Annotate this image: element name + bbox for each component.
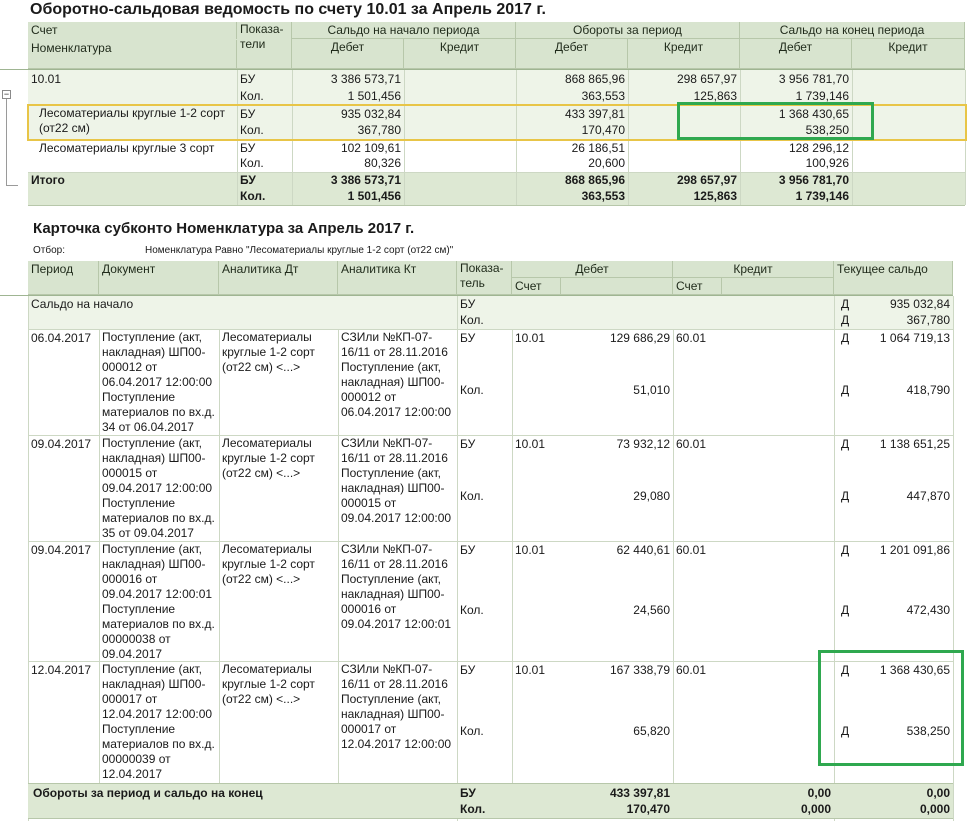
card-debit-sum: 129 686,29 <box>609 331 670 345</box>
osv-cell: 1 501,456 <box>347 89 401 103</box>
card-debit-qty: 29,080 <box>633 489 670 503</box>
osv-cell: 125,863 <box>693 189 737 203</box>
osv-header-nomenclature[interactable]: Номенклатура <box>28 40 237 69</box>
osv-cell: 20,600 <box>588 156 625 170</box>
card-total-balance: 0,00 <box>926 786 950 800</box>
card-indicator: БУ <box>460 331 476 345</box>
osv-cell: 538,250 <box>805 123 849 137</box>
osv-header-turnover-debit[interactable]: Дебет <box>516 39 628 69</box>
card-debit-qty: 51,010 <box>633 383 670 397</box>
osv-cell: 3 386 573,71 <box>330 72 401 86</box>
card-header-analytics-dt[interactable]: Аналитика Дт <box>219 261 338 295</box>
card-entry-period[interactable]: 09.04.2017 <box>31 437 92 451</box>
osv-cell: 367,780 <box>357 123 401 137</box>
card-balance-value: 447,870 <box>906 489 950 503</box>
card-opening-label: Сальдо на начало <box>31 297 134 311</box>
card-header-credit[interactable]: Кредит <box>673 261 834 278</box>
card-entry-analytics-kt[interactable]: СЗИли №КП-07-16/11 от 28.11.2016 Поступление (акт, накладная) ШП00-000015 от 09.04.2017 12:00:00 <box>341 436 452 525</box>
card-entry-analytics-kt[interactable]: СЗИли №КП-07-16/11 от 28.11.2016 Поступление (акт, накладная) ШП00-000017 от 12.04.2017 12:00:00 <box>341 662 452 751</box>
card-entry-document[interactable]: Поступление (акт, накладная) ШП00-000015 от 09.04.2017 12:00:00 Поступление материалов по вх.д. 35 от 09.04.2017 <box>102 436 215 540</box>
card-debit-account: 10.01 <box>515 437 546 451</box>
card-indicator: Кол. <box>460 724 484 738</box>
card-direction: Д <box>841 663 850 677</box>
card-indicator: БУ <box>460 786 476 800</box>
card-header-indicators[interactable]: Показа- тель <box>457 261 512 295</box>
card-title: Карточка субконто Номенклатура за Апрель 2017 г. <box>33 220 415 237</box>
osv-cell: 26 186,51 <box>571 141 625 155</box>
card-debit-sum: 73 932,12 <box>616 437 670 451</box>
card-debit-qty: 65,820 <box>633 724 670 738</box>
osv-header-indicators[interactable]: Показа- тели <box>237 22 292 69</box>
osv-indicator: Кол. <box>240 89 264 103</box>
card-indicator: БУ <box>460 437 476 451</box>
card-total-debit: 433 397,81 <box>609 786 670 800</box>
card-debit-account: 10.01 <box>515 543 546 557</box>
card-debit-qty: 24,560 <box>633 603 670 617</box>
card-total-credit: 0,00 <box>807 786 831 800</box>
card-entry-analytics-dt[interactable]: Лесоматериалы круглые 1-2 сорт (от22 см) <...> <box>222 330 315 374</box>
card-header-credit-sum <box>722 278 834 295</box>
osv-cell: 298 657,97 <box>676 72 737 86</box>
card-indicator: Кол. <box>460 383 484 397</box>
card-header-debit[interactable]: Дебет <box>512 261 673 278</box>
card-header-debit-account[interactable]: Счет <box>512 278 561 295</box>
card-indicator: Кол. <box>460 603 484 617</box>
osv-header-closing-credit[interactable]: Кредит <box>852 39 965 69</box>
card-debit-sum: 62 440,61 <box>616 543 670 557</box>
card-entry-analytics-dt[interactable]: Лесоматериалы круглые 1-2 сорт (от22 см) <...> <box>222 436 315 480</box>
filter-value: Номенклатура Равно "Лесоматериалы круглые 1-2 сорт (от22 см)" <box>145 245 454 256</box>
card-indicator: БУ <box>460 297 476 311</box>
report-title: Оборотно-сальдовая ведомость по счету 10.01 за Апрель 2017 г. <box>30 1 546 18</box>
osv-header-opening[interactable]: Сальдо на начало периода <box>292 22 516 39</box>
card-header-period[interactable]: Период <box>28 261 99 295</box>
filter-label: Отбор: <box>33 245 65 256</box>
card-header-analytics-kt[interactable]: Аналитика Кт <box>338 261 457 295</box>
card-debit-account: 10.01 <box>515 663 546 677</box>
card-entry-period[interactable]: 06.04.2017 <box>31 331 92 345</box>
card-credit-account: 60.01 <box>676 663 707 677</box>
card-balance-value: 935 032,84 <box>889 297 950 311</box>
card-direction: Д <box>841 724 850 738</box>
osv-cell: 868 865,96 <box>564 173 625 187</box>
card-credit-account: 60.01 <box>676 543 707 557</box>
card-entry-document[interactable]: Поступление (акт, накладная) ШП00-000017 от 12.04.2017 12:00:00 Поступление материалов по вх.д. 00000039 от 12.04.2017 <box>102 662 215 781</box>
osv-cell: 868 865,96 <box>564 72 625 86</box>
osv-header-closing-debit[interactable]: Дебет <box>740 39 852 69</box>
card-debit-account: 10.01 <box>515 331 546 345</box>
card-balance-value: 472,430 <box>906 603 950 617</box>
osv-cell: 80,326 <box>364 156 401 170</box>
card-balance-value: 1 064 719,13 <box>879 331 950 345</box>
osv-indicator: Кол. <box>240 189 266 203</box>
card-balance-value: 538,250 <box>906 724 950 738</box>
card-balance-value: 1 201 091,86 <box>879 543 950 557</box>
osv-total-label: Итого <box>31 173 65 187</box>
card-header-document[interactable]: Документ <box>99 261 219 295</box>
osv-indicator: БУ <box>240 173 256 187</box>
card-entry-document[interactable]: Поступление (акт, накладная) ШП00-000012 от 06.04.2017 12:00:00 Поступление материалов по вх.д. 34 от 06.04.2017 <box>102 330 215 434</box>
osv-cell: 1 368 430,65 <box>778 107 849 121</box>
card-credit-account: 60.01 <box>676 437 707 451</box>
osv-indicator: Кол. <box>240 156 264 170</box>
card-total-balance: 0,000 <box>919 802 950 816</box>
card-direction: Д <box>841 331 850 345</box>
osv-cell: 363,553 <box>581 89 625 103</box>
osv-row-name[interactable]: Лесоматериалы круглые 1-2 сорт (от22 см) <box>39 106 225 135</box>
osv-header-turnover-credit[interactable]: Кредит <box>628 39 740 69</box>
card-direction: Д <box>841 437 850 451</box>
card-direction: Д <box>841 543 850 557</box>
card-direction: Д <box>841 489 850 503</box>
card-entry-analytics-kt[interactable]: СЗИли №КП-07-16/11 от 28.11.2016 Поступление (акт, накладная) ШП00-000016 от 09.04.2017 12:00:01 <box>341 542 452 631</box>
osv-indicator: Кол. <box>240 123 264 137</box>
card-indicator: Кол. <box>460 489 484 503</box>
osv-cell: 3 956 781,70 <box>778 72 849 86</box>
osv-row-name[interactable]: Лесоматериалы круглые 3 сорт <box>39 141 215 155</box>
osv-header-closing[interactable]: Сальдо на конец периода <box>740 22 965 39</box>
card-entry-analytics-kt[interactable]: СЗИли №КП-07-16/11 от 28.11.2016 Поступление (акт, накладная) ШП00-000012 от 06.04.2017 12:00:00 <box>341 330 452 419</box>
card-direction: Д <box>841 297 850 311</box>
card-balance-value: 418,790 <box>906 383 950 397</box>
osv-cell: 170,470 <box>581 123 625 137</box>
osv-indicator: БУ <box>240 72 256 86</box>
osv-cell: 3 956 781,70 <box>778 173 849 187</box>
card-header-balance[interactable]: Текущее сальдо <box>834 261 953 295</box>
card-indicator: БУ <box>460 543 476 557</box>
collapse-icon[interactable]: − <box>3 89 10 99</box>
osv-cell: 1 739,146 <box>795 189 849 203</box>
card-indicator: Кол. <box>460 802 486 816</box>
osv-header-opening-debit[interactable]: Дебет <box>292 39 404 69</box>
osv-cell: 128 296,12 <box>788 141 849 155</box>
osv-row-name[interactable]: 10.01 <box>31 72 62 86</box>
card-entry-analytics-dt[interactable]: Лесоматериалы круглые 1-2 сорт (от22 см) <...> <box>222 542 315 586</box>
card-direction: Д <box>841 603 850 617</box>
osv-header-account[interactable]: Счет <box>28 22 237 39</box>
card-total-debit: 170,470 <box>626 802 670 816</box>
card-credit-account: 60.01 <box>676 331 707 345</box>
card-direction: Д <box>841 383 850 397</box>
card-entry-analytics-dt[interactable]: Лесоматериалы круглые 1-2 сорт (от22 см) <...> <box>222 662 315 706</box>
osv-cell: 433 397,81 <box>564 107 625 121</box>
card-balance-value: 1 138 651,25 <box>879 437 950 451</box>
card-debit-sum: 167 338,79 <box>609 663 670 677</box>
card-indicator: Кол. <box>460 313 484 327</box>
card-total-credit: 0,000 <box>800 802 831 816</box>
card-balance-value: 1 368 430,65 <box>879 663 950 677</box>
osv-cell: 102 109,61 <box>340 141 401 155</box>
card-entry-document[interactable]: Поступление (акт, накладная) ШП00-000016 от 09.04.2017 12:00:01 Поступление материалов по вх.д. 00000038 от 09.04.2017 <box>102 542 215 660</box>
card-entry-period[interactable]: 12.04.2017 <box>31 663 92 677</box>
card-header-credit-account[interactable]: Счет <box>673 278 722 295</box>
card-header-debit-sum <box>561 278 673 295</box>
card-balance-value: 367,780 <box>906 313 950 327</box>
card-direction: Д <box>841 313 850 327</box>
osv-cell: 100,926 <box>805 156 849 170</box>
osv-cell: 363,553 <box>581 189 625 203</box>
osv-cell: 1 739,146 <box>795 89 849 103</box>
osv-header-turnover[interactable]: Обороты за период <box>516 22 740 39</box>
card-totals-label: Обороты за период и сальдо на конец <box>33 786 263 800</box>
osv-header-opening-credit[interactable]: Кредит <box>404 39 516 69</box>
osv-cell: 3 386 573,71 <box>330 173 401 187</box>
osv-cell: 298 657,97 <box>676 173 737 187</box>
osv-indicator: БУ <box>240 107 256 121</box>
osv-cell: 1 501,456 <box>347 189 401 203</box>
balance-highlight-frame <box>818 650 964 766</box>
card-indicator: БУ <box>460 663 476 677</box>
osv-cell: 125,863 <box>693 89 737 103</box>
card-entry-period[interactable]: 09.04.2017 <box>31 543 92 557</box>
osv-indicator: БУ <box>240 141 256 155</box>
osv-cell: 935 032,84 <box>340 107 401 121</box>
